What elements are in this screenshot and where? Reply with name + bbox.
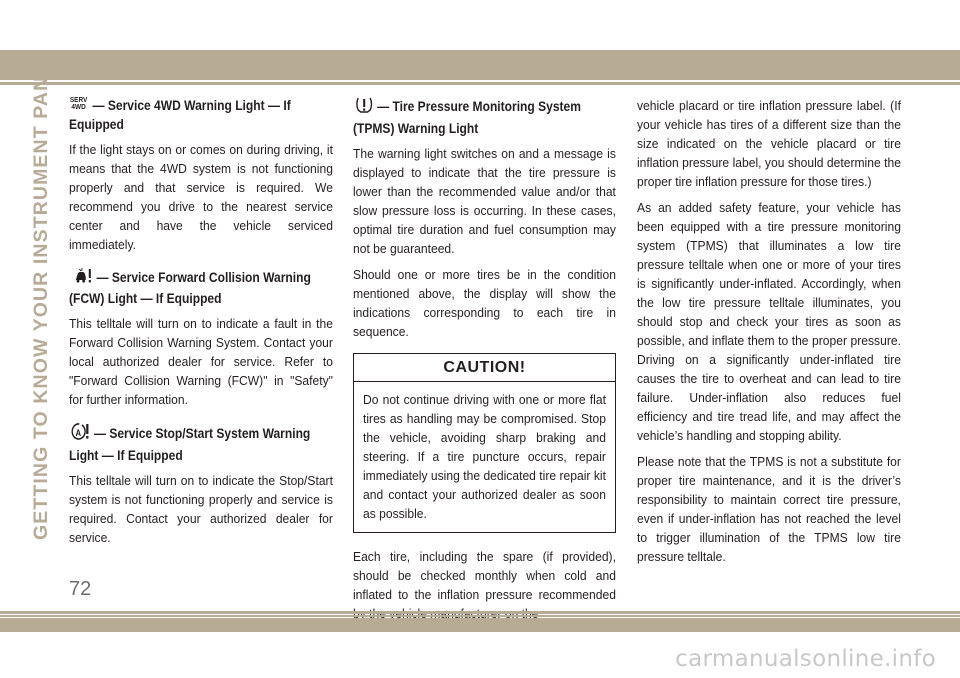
svg-text:A: A <box>75 427 82 439</box>
paragraph-tpms-note: Please note that the TPMS is not a substitute for proper tire maintenance, and it is the driver’s responsibility to maintain correct tire pressure, even if under-inflation has not reached the level to trigger illumination of the TPMS low tire pressure telltale. <box>637 454 901 564</box>
stop-start-warning-icon <box>72 423 91 446</box>
page-number: 72 <box>69 578 92 600</box>
footer-rule-top <box>0 611 960 614</box>
paragraph-placard: vehicle placard or tire inflation pressure label. (If your vehicle has tires of a different size than the size indicated on the vehicle placard or tire inflation pressure label, you should determine the proper tire inflation pressure for those tires.) <box>637 98 901 189</box>
footer-band <box>0 618 960 632</box>
paragraph-tpms-safety: As an added safety feature, your vehicle has been equipped with a tire pressure monitoring system (TPMS) that illuminates a low tire pressure telltale when one or more of your tires is significantly under-inflated. Accordingly, when the low tire pressure telltale illuminates, you should stop and check your tires as soon as possible, and inflate them to the proper pressure. Driving on a significantly under-inflated tire causes the tire to overheat and can lead to tire failure. Under-inflation also reduces fuel efficiency and tire tread life, and may affect the vehicle’s handling and stopping ability. <box>637 200 901 443</box>
caution-box <box>353 353 616 533</box>
caution-text: Do not continue driving with one or more flat tires as handling may be compromised. Stop the vehicle, avoiding sharp braking and steering. If a tire puncture occurs, repair immediately using the dedicated tire repair kit and contact your authorized dealer as soon as possible. <box>363 392 606 521</box>
heading-service-4wd: SERV 4WD — Service 4WD Warning Light — If Equipped <box>69 95 291 132</box>
fcw-warning-icon <box>74 268 93 289</box>
watermark-text: carmanualsonline.info <box>675 646 936 672</box>
side-section-title: GETTING TO KNOW YOUR INSTRUMENT PANEL <box>30 48 52 540</box>
paragraph-service-4wd: If the light stays on or comes on during driving, it means that the 4WD system is not functioning properly and that service is required. We recommend you drive to the nearest service center and have the vehicle serviced immediately. <box>69 142 333 252</box>
column-middle <box>353 96 616 630</box>
column-right <box>637 96 901 573</box>
caution-title: CAUTION! <box>354 354 615 382</box>
heading-service-fcw: — Service Forward Collision Warning (FCW) Light — If Equipped <box>69 269 311 306</box>
paragraph-tpms-2: Should one or more tires be in the condition mentioned above, the display will show the indications corresponding to each tire in sequence. <box>353 267 616 339</box>
tpms-warning-icon <box>355 96 374 119</box>
header-rule <box>0 82 960 85</box>
column-left <box>69 96 333 554</box>
footer-rule-bottom <box>0 615 960 617</box>
watermark <box>0 636 960 678</box>
top-margin <box>0 0 960 50</box>
serv-4wd-icon: SERV 4WD <box>69 95 88 111</box>
paragraph-tpms-1: The warning light switches on and a message is displayed to indicate that the tire pressure is lower than the recommended value and/or that slow pressure loss is occurring. In these cases, optimal tire duration and fuel consumption may not be guaranteed. <box>353 146 616 256</box>
caution-body <box>354 382 615 532</box>
heading-tpms: — Tire Pressure Monitoring System (TPMS) Warning Light <box>353 96 615 138</box>
heading-stop-start: A — Service Stop/Start System Warning Light — If Equipped <box>69 423 332 465</box>
header-band <box>0 50 960 80</box>
paragraph-service-fcw: This telltale will turn on to indicate a fault in the Forward Collision Warning System. Contact your local authorized dealer for service. Refer to "Forward Collision Warning (FCW)" in "Safety" for further information. <box>69 316 333 407</box>
paragraph-stop-start: This telltale will turn on to indicate the Stop/Start system is not functioning properly and service is required. Contact your authorized dealer for service. <box>69 473 333 545</box>
paragraph-tpms-3: Each tire, including the spare (if provided), should be checked monthly when cold and inflated to the inflation pressure recommended <box>353 549 616 602</box>
